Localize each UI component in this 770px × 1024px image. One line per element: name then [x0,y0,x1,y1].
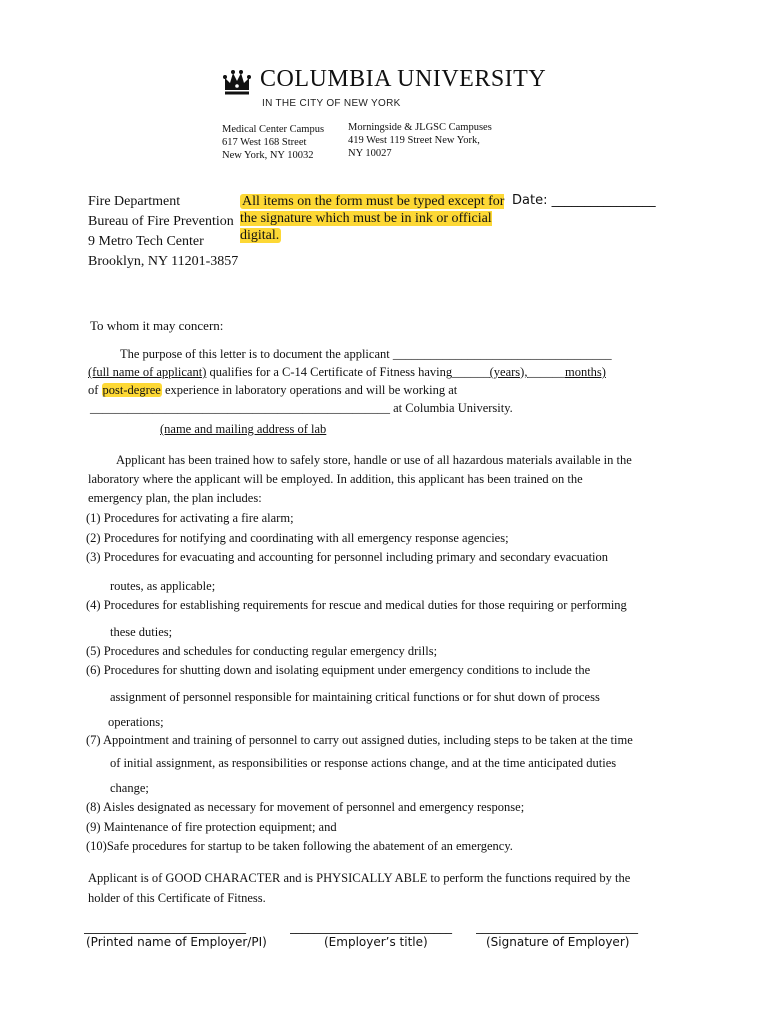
logo-subtitle: IN THE CITY OF NEW YORK [262,98,401,109]
lab-address-label: (name and mailing address of lab [160,422,327,436]
employer-title-line[interactable]: ___________________________ [290,920,452,934]
employer-signature-label: (Signature of Employer) [486,935,630,949]
plan-item-4-cont: these duties; [110,625,173,639]
plan-item-8: (8) Aisles designated as necessary for movement of personnel and emergency response; [86,800,525,814]
plan-item-7-cont-1: of initial assignment, as responsibilities or response actions change, and at the time anticipated duties [110,756,617,770]
plan-item-5: (5) Procedures and schedules for conducting regular emergency drills; [86,644,438,658]
plan-item-2: (2) Procedures for notifying and coordinating with all emergency response agencies; [86,531,509,545]
purpose-line-3: of post-degree experience in laboratory operations and will be working at [88,383,458,397]
date-field[interactable]: Date: ________________ [512,193,656,208]
plan-item-3-cont: routes, as applicable; [110,579,216,593]
printed-name-label: (Printed name of Employer/PI) [86,935,267,949]
typing-instruction-note: All items on the form must be typed except for the signature which must be in ink or official digital. [240,194,505,243]
recipient-address: Fire Department Bureau of Fire Prevention 9 Metro Tech Center Brooklyn, NY 11201-3857 [88,194,239,269]
purpose-line-1: The purpose of this letter is to document the applicant ___________________________________ [120,347,612,361]
crown-icon [222,68,252,98]
columbia-logo [222,66,547,112]
plan-item-4: (4) Procedures for establishing requirements for rescue and medical duties for those requiring or performing [86,598,627,612]
salutation: To whom it may concern: [90,318,224,333]
purpose-line-2: (full name of applicant) qualifies for a C-14 Certificate of Fitness having______(years),______months) [88,365,606,379]
purpose-line-4: ________________________________________________ at Columbia University. [90,401,513,415]
logo-title: COLUMBIA UNIVERSITY [260,66,547,92]
plan-item-1: (1) Procedures for activating a fire alarm; [86,511,294,525]
training-intro-3: emergency plan, the plan includes: [88,491,262,505]
employer-title-label: (Employer’s title) [324,935,428,949]
employer-signature-line[interactable]: ___________________________ [476,920,638,934]
plan-item-10: (10)Safe procedures for startup to be taken following the abatement of an emergency. [86,839,513,853]
plan-item-6-cont-2: operations; [108,715,164,729]
medical-campus-address: Medical Center Campus 617 West 168 Street New York, NY 10032 [222,124,325,161]
training-intro-2: laboratory where the applicant will be employed. In addition, this applicant has been trained on the [88,472,583,486]
morningside-campus-address: Morningside & JLGSC Campuses 419 West 119 Street New York, NY 10027 [348,122,492,159]
plan-item-3: (3) Procedures for evacuating and accounting for personnel including primary and secondary evacuation [86,550,609,564]
plan-item-9: (9) Maintenance of fire protection equipment; and [86,820,337,834]
plan-item-6-cont-1: assignment of personnel responsible for maintaining critical functions or for shut down of process [110,690,600,704]
character-line-2: holder of this Certificate of Fitness. [88,891,266,905]
training-intro-1: Applicant has been trained how to safely store, handle or use of all hazardous materials available in the [116,453,632,467]
plan-item-6: (6) Procedures for shutting down and isolating equipment under emergency conditions to include the [86,663,591,677]
plan-item-7-cont-2: change; [110,781,149,795]
plan-item-7: (7) Appointment and training of personnel to carry out assigned duties, including steps to be taken at the time [86,733,633,747]
character-line-1: Applicant is of GOOD CHARACTER and is PHYSICALLY ABLE to perform the functions required by the [88,871,631,885]
printed-name-line[interactable]: ___________________________ [84,920,246,934]
